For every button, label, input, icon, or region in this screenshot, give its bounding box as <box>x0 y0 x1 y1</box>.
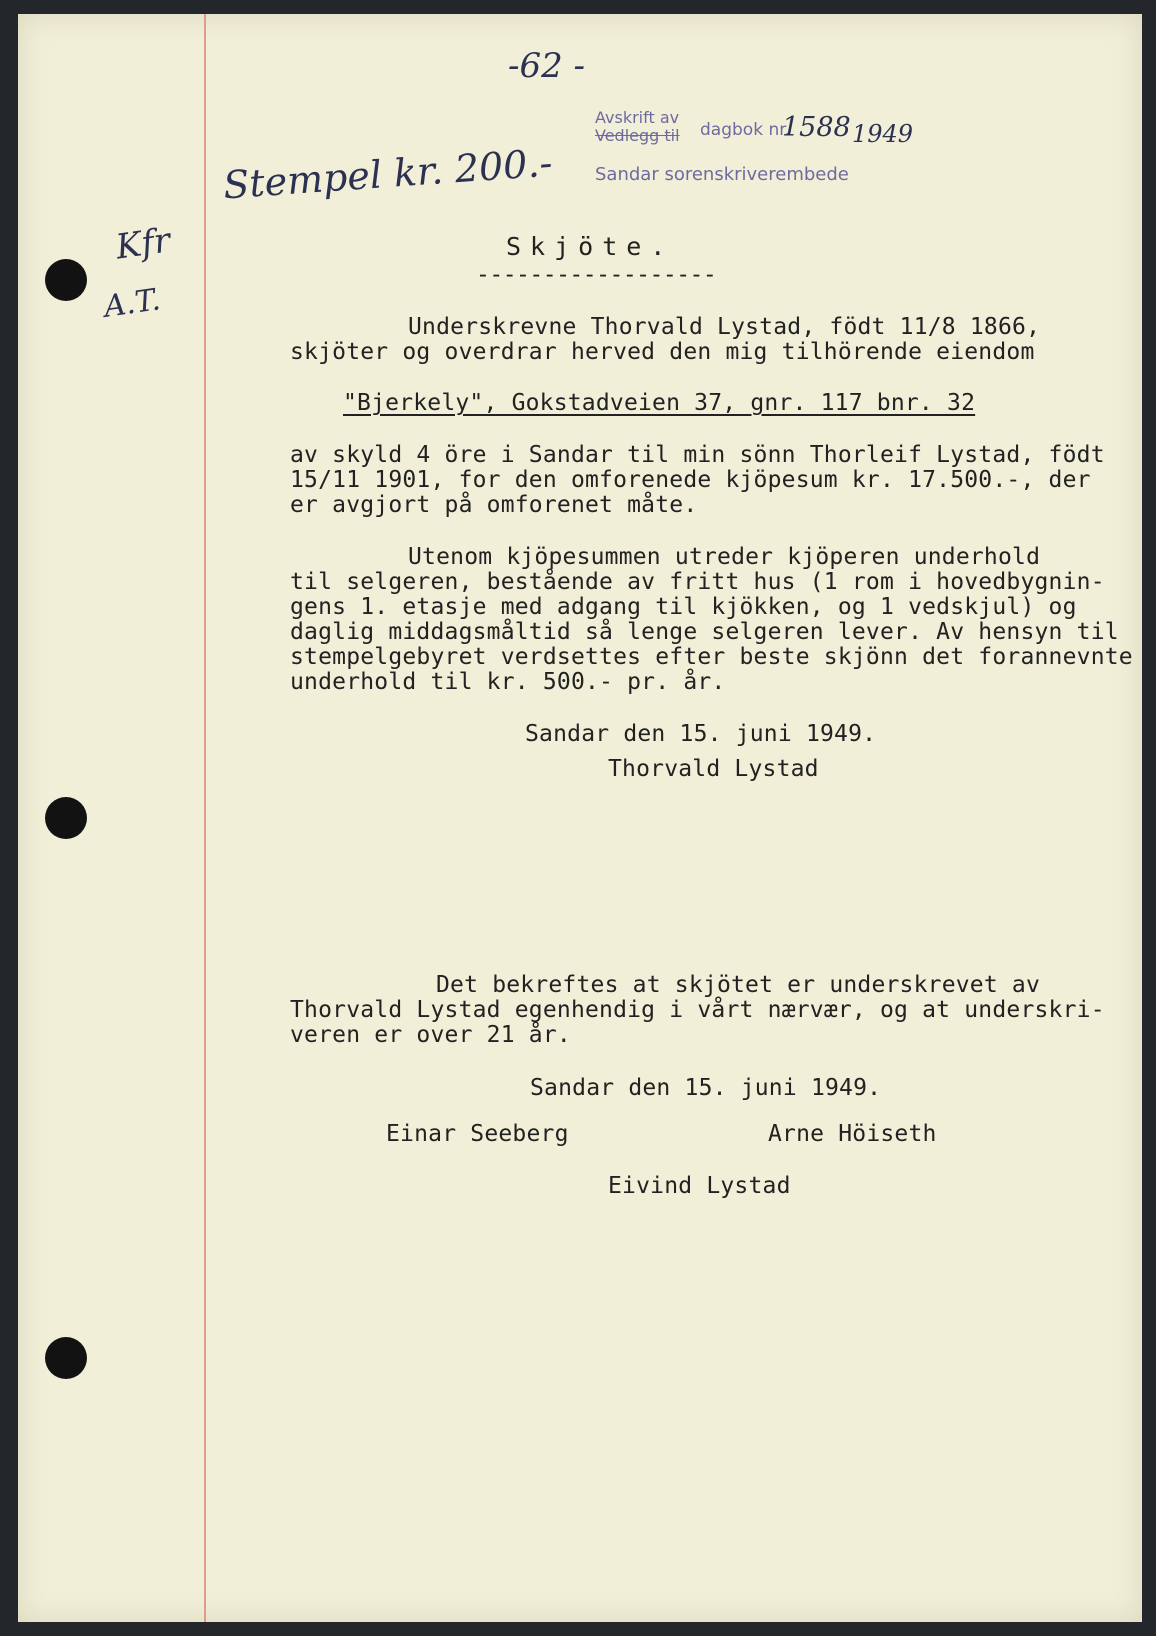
title-rule: ------------------ <box>476 262 717 288</box>
para2-line: av skyld 4 öre i Sandar til min sönn Thorleif Lystad, födt <box>290 442 1105 468</box>
stamp-struck-text: Vedlegg til <box>595 126 680 145</box>
stamp-office: Sandar sorenskriverembede <box>595 164 849 185</box>
para3-line: til selgeren, bestående av fritt hus (1 rom i hovedbygnin- <box>290 569 1105 595</box>
witness-signature: Arne Höiseth <box>768 1121 937 1147</box>
para4-line: veren er over 21 år. <box>290 1022 571 1048</box>
margin-initials-top: Kfr <box>113 220 173 268</box>
stamp-year: 1949 <box>852 120 914 148</box>
para3-line: Utenom kjöpesummen utreder kjöperen underhold <box>408 544 1041 570</box>
margin-initials-bottom: A.T. <box>101 282 163 325</box>
para3-line: daglig middagsmåltid så lenge selgeren lever. Av hensyn til <box>290 619 1119 645</box>
place-date-2: Sandar den 15. juni 1949. <box>530 1075 882 1101</box>
para3-line: stempelgebyret verdsettes efter beste skjönn det forannevnte <box>290 644 1133 670</box>
stamp-dagbok-number: 1588 <box>782 112 851 143</box>
para1-line: Underskrevne Thorvald Lystad, födt 11/8 1866, <box>408 314 1041 340</box>
margin-rule <box>204 14 206 1622</box>
punch-hole <box>45 259 87 301</box>
punch-hole <box>45 1337 87 1379</box>
para4-line: Det bekreftes at skjötet er underskrevet av <box>436 972 1041 998</box>
para3-line: gens 1. etasje med adgang til kjökken, og 1 vedskjul) og <box>290 594 1077 620</box>
para4-line: Thorvald Lystad egenhendig i vårt nærvær, og at underskri- <box>290 997 1105 1023</box>
document-title: Skjöte. <box>506 232 675 261</box>
seller-signature: Thorvald Lystad <box>608 756 819 782</box>
para3-line: underhold til kr. 500.- pr. år. <box>290 669 726 695</box>
para2-line: er avgjort på omforenet måte. <box>290 492 698 518</box>
document-page <box>18 14 1142 1622</box>
stamp-dagbok-label: dagbok nr. <box>700 120 791 140</box>
place-date-1: Sandar den 15. juni 1949. <box>525 721 877 747</box>
property-line: "Bjerkely", Gokstadveien 37, gnr. 117 bnr. 32 <box>343 390 976 416</box>
witness-signature: Eivind Lystad <box>608 1173 791 1199</box>
page-number: -62 - <box>508 46 586 86</box>
para1-line: skjöter og overdrar herved den mig tilhörende eiendom <box>290 339 1035 365</box>
witness-signature: Einar Seeberg <box>386 1121 569 1147</box>
punch-hole <box>45 797 87 839</box>
para2-line: 15/11 1901, for den omforenede kjöpesum kr. 17.500.-, der <box>290 467 1091 493</box>
stamp-line-top: Avskrift av <box>595 108 680 127</box>
stempel-note: Stempel kr. 200.- <box>221 140 554 208</box>
